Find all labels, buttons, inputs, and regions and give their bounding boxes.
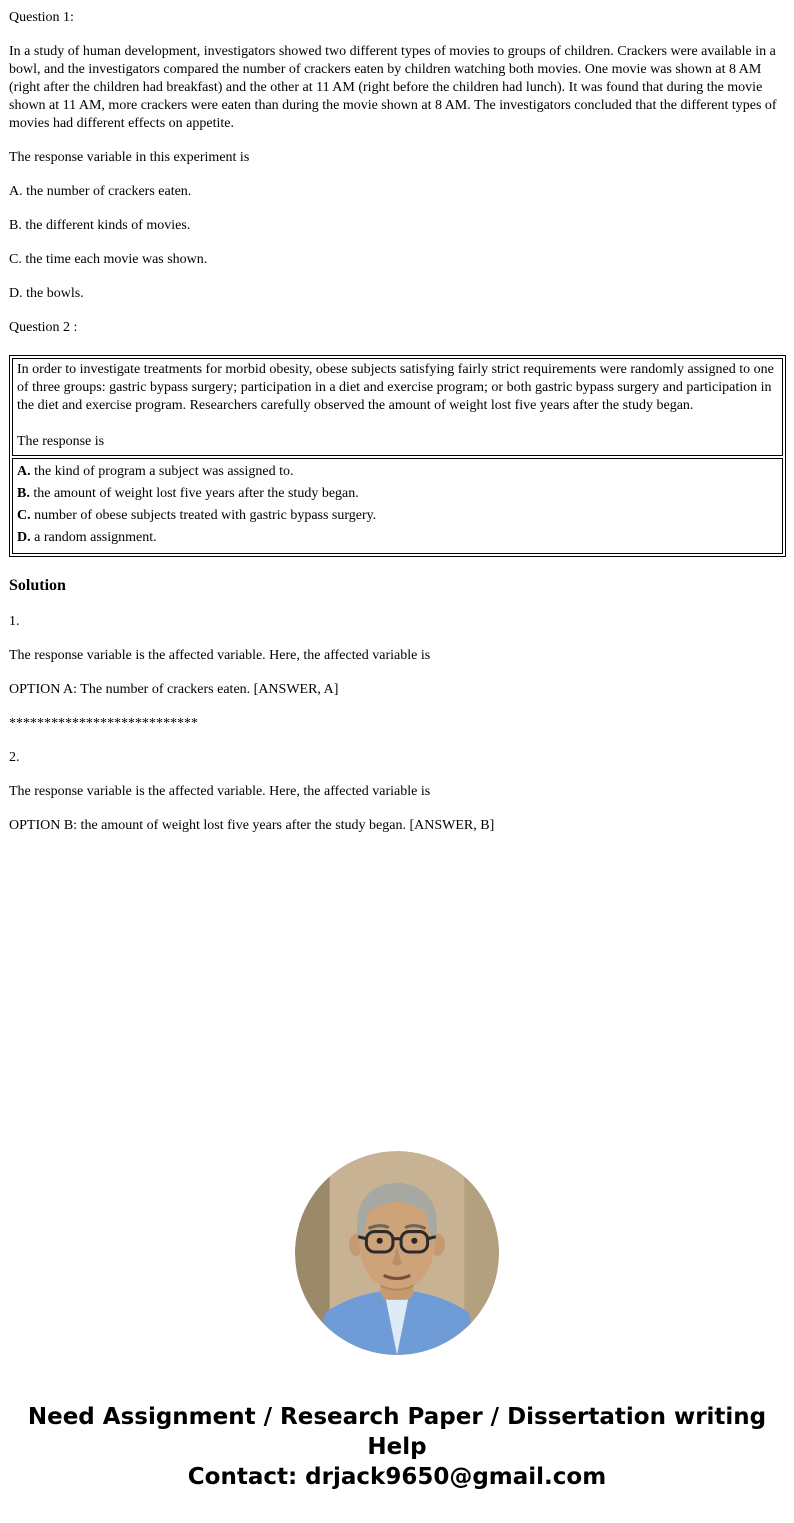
question1-heading: Question 1: bbox=[9, 10, 74, 25]
solution-item1-text: The response variable is the affected variable. Here, the affected variable is bbox=[9, 648, 431, 663]
question2-prompt: The response is bbox=[17, 434, 105, 449]
question2-options-box bbox=[12, 458, 783, 554]
question2-heading: Question 2 : bbox=[9, 320, 78, 335]
option-d-text: a random assignment. bbox=[34, 530, 157, 545]
solution-item2-answer: OPTION B: the amount of weight lost five years after the study began. [ANSWER, B] bbox=[9, 818, 495, 833]
question1-option-d: D. the bowls. bbox=[9, 286, 84, 301]
solution-separator: *************************** bbox=[9, 716, 198, 731]
question1-option-b: B. the different kinds of movies. bbox=[9, 218, 191, 233]
question1-option-a: A. the number of crackers eaten. bbox=[9, 184, 192, 199]
question2-option-b bbox=[17, 483, 777, 505]
question1-paragraph: In a study of human development, investigators showed two different types of movies to groups of children. Crackers were available in a bowl, and the investigators compared the number of crackers eaten by children watching both movies. One movie was shown at 8 AM (right after the children had breakfast) and the other at 11 AM (right before the children had lunch). It was found that during the movie shown at 11 AM, more crackers were eaten than during the movie shown at 8 AM. The investigators concluded that the different types of movies had different effects on appetite. bbox=[9, 44, 777, 131]
question2-option-d bbox=[17, 527, 777, 549]
option-a-text: the kind of program a subject was assigned to. bbox=[34, 464, 294, 479]
question2-box bbox=[9, 355, 786, 557]
option-a-label: A. bbox=[17, 464, 31, 479]
question1-option-c: C. the time each movie was shown. bbox=[9, 252, 208, 267]
question2-statement-box bbox=[12, 358, 783, 456]
solution-heading: Solution bbox=[9, 577, 66, 594]
solution-item2-text: The response variable is the affected variable. Here, the affected variable is bbox=[9, 784, 431, 799]
footer-contact-email: Contact: drjack9650@gmail.com bbox=[187, 1464, 607, 1490]
solution-item2-number: 2. bbox=[9, 750, 20, 765]
option-c-text: number of obese subjects treated with gastric bypass surgery. bbox=[34, 508, 377, 523]
question2-paragraph: In order to investigate treatments for morbid obesity, obese subjects satisfying fairly strict requirements were randomly assigned to one of three groups: gastric bypass surgery; participation in a diet and exercise program; or both gastric bypass surgery and participation in the diet and exercise program. Researchers carefully observed the amount of weight lost five years after the study began. bbox=[17, 362, 774, 413]
question1-prompt: The response variable in this experiment is bbox=[9, 150, 250, 165]
question2-option-c bbox=[17, 505, 777, 527]
footer-banner bbox=[0, 1402, 794, 1492]
tutor-portrait-illustration bbox=[295, 1151, 499, 1355]
question2-option-a bbox=[17, 461, 777, 483]
solution-item1-answer: OPTION A: The number of crackers eaten. [ANSWER, A] bbox=[9, 682, 339, 697]
tutor-photo bbox=[295, 1151, 499, 1355]
solution-item1-number: 1. bbox=[9, 614, 20, 629]
footer-help-text: Need Assignment / Research Paper / Dissertation writing Help bbox=[27, 1404, 767, 1460]
option-b-text: the amount of weight lost five years after the study began. bbox=[33, 486, 359, 501]
option-c-label: C. bbox=[17, 508, 31, 523]
option-b-label: B. bbox=[17, 486, 30, 501]
option-d-label: D. bbox=[17, 530, 31, 545]
